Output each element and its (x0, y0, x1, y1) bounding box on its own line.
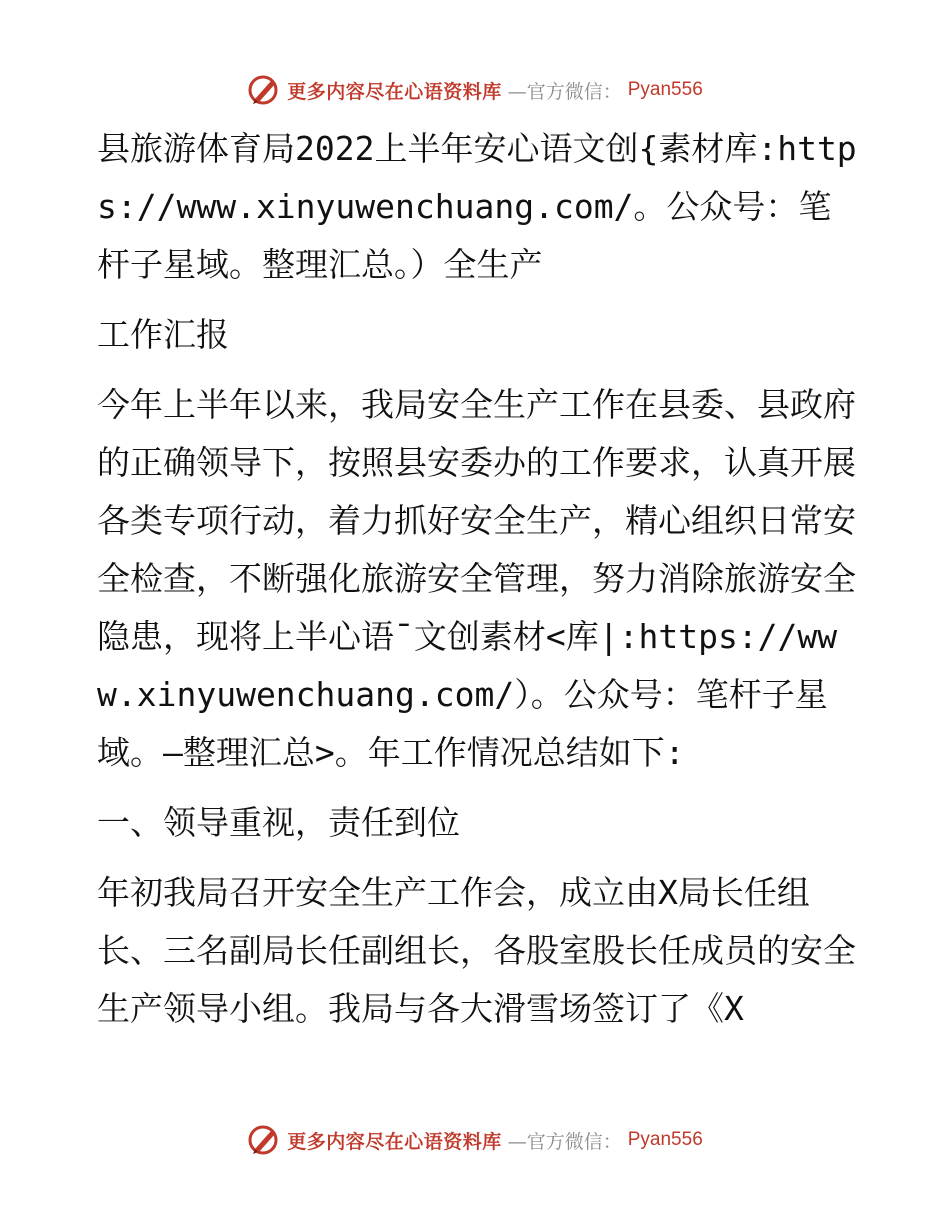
banner-red-text: 更多内容尽在心语资料库 (287, 1130, 502, 1153)
banner-gray-text: —官方微信： (507, 80, 622, 103)
section-paragraph-1: 年初我局召开安全生产工作会，成立由X局长任组长、三名副局长任副组长，各股室股长任成员的安全生产领导小组。我局与各大滑雪场签订了《X (97, 873, 856, 1028)
section-heading-1: 一、领导重视，责任到位 (97, 803, 460, 842)
banner-red-text: 更多内容尽在心语资料库 (287, 80, 502, 103)
document-subtitle: 工作汇报 (97, 315, 229, 354)
intro-paragraph: 今年上半年以来，我局安全生产工作在县委、县政府的正确领导下，按照县安委办的工作要求，认真开展各类专项行动，着力抓好安全生产，精心组织日常安全检查，不断强化旅游安全管理，努力消除旅游安全隐患，现将上半心语¯文创素材<库|:https://www.xinyuwenchuang.com/）。公众号：笔杆子星域。—整理汇总>。年工作情况总结如下: (97, 385, 856, 772)
banner-wechat-id: Pyan556 (627, 1129, 703, 1150)
banner-wechat-id: Pyan556 (627, 79, 703, 100)
pen-logo-icon (247, 1123, 281, 1157)
header-watermark-banner (0, 70, 950, 110)
document-body (97, 120, 857, 1038)
document-title: 县旅游体育局2022上半年安心语文创{素材库:https://www.xinyuwenchuang.com/。公众号：笔杆子星域。整理汇总。）全生产 (97, 129, 857, 284)
footer-watermark-banner (0, 1120, 950, 1160)
banner-gray-text: —官方微信： (507, 1130, 622, 1153)
pen-logo-icon (247, 73, 281, 107)
